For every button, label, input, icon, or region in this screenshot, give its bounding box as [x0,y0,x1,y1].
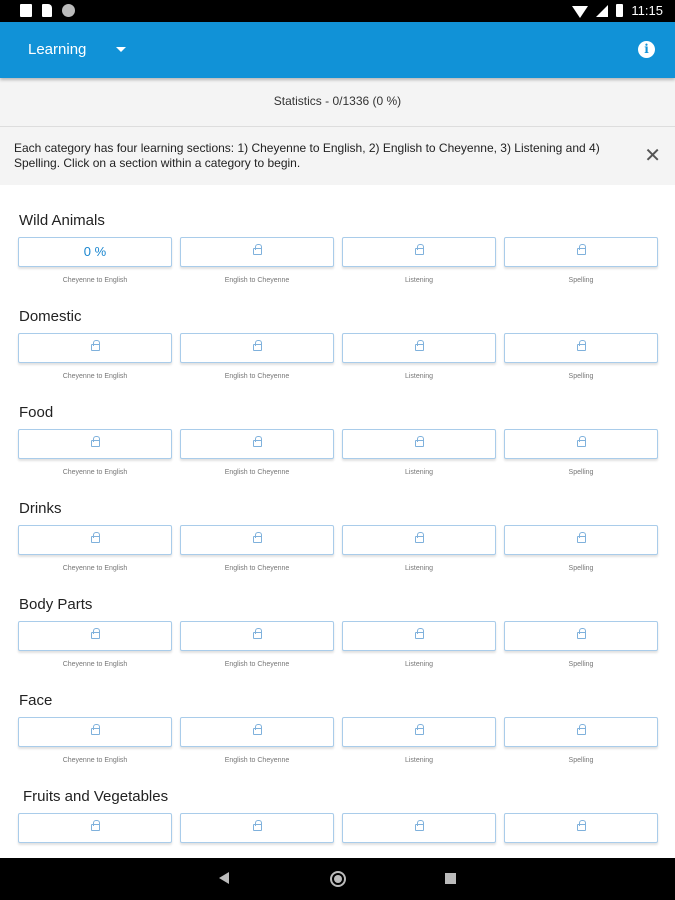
section-cheyenne-to-english [18,525,172,572]
category-title: Body Parts [19,596,93,613]
section-label: English to Cheyenne [224,565,290,572]
section-cheyenne-to-english [18,237,172,284]
section-button[interactable] [18,525,172,555]
instructions-banner [0,127,675,185]
lock-icon [415,248,424,255]
section-button[interactable] [18,621,172,651]
lock-icon [415,344,424,351]
section-button[interactable] [504,237,658,267]
category-title: Drinks [19,500,62,517]
category-fruits-and-vegetables [0,761,675,857]
section-label: Cheyenne to English [62,373,128,380]
category-title: Food [19,404,54,421]
section-label: Cheyenne to English [62,277,128,284]
section-label: Spelling [568,661,594,668]
section-row [18,813,658,853]
section-cheyenne-to-english [18,621,172,668]
section-spelling [504,525,658,572]
lock-icon [577,824,586,831]
section-label: English to Cheyenne [224,277,290,284]
dropdown-caret-icon[interactable] [116,47,126,52]
lock-icon [253,632,262,639]
section-button[interactable] [504,717,658,747]
lock-icon [253,344,262,351]
category-title: Fruits and Vegetables [23,788,169,805]
section-label: Spelling [568,469,594,476]
section-english-to-cheyenne [180,429,334,476]
section-label: Spelling [568,757,594,764]
section-spelling [504,429,658,476]
section-label: Spelling [568,373,594,380]
section-button[interactable] [180,525,334,555]
section-english-to-cheyenne [180,237,334,284]
recents-icon[interactable] [445,873,456,884]
lock-icon [577,632,586,639]
wifi-icon [572,6,588,18]
lock-icon [91,344,100,351]
section-listening [342,813,496,853]
section-label: English to Cheyenne [224,661,290,668]
progress-percent: 0 % [83,244,107,259]
lock-icon [577,248,586,255]
category-title: Face [19,692,53,709]
section-button[interactable] [180,621,334,651]
section-button[interactable] [342,429,496,459]
lock-icon [253,440,262,447]
section-label: Listening [404,661,434,668]
category-domestic [0,281,675,380]
category-food [0,377,675,476]
section-listening [342,333,496,380]
section-listening [342,237,496,284]
section-button[interactable] [180,813,334,843]
info-icon[interactable]: i [638,41,655,58]
category-drinks [0,473,675,572]
section-button[interactable] [180,333,334,363]
lock-icon [91,728,100,735]
sync-icon [62,4,75,17]
home-icon[interactable] [330,871,346,887]
category-body-parts [0,569,675,668]
section-label: Spelling [568,277,594,284]
section-button[interactable] [342,333,496,363]
section-label: Spelling [568,565,594,572]
section-label: Cheyenne to English [62,469,128,476]
lock-icon [253,536,262,543]
section-listening [342,525,496,572]
lock-icon [577,440,586,447]
category-wild-animals [0,185,675,284]
section-button[interactable] [342,237,496,267]
section-cheyenne-to-english [18,429,172,476]
section-spelling [504,237,658,284]
category-title: Domestic [19,308,82,325]
section-english-to-cheyenne [180,717,334,764]
close-icon[interactable]: ✕ [644,143,661,167]
app-bar [0,22,675,78]
section-button[interactable] [180,237,334,267]
section-spelling [504,333,658,380]
section-button[interactable] [180,717,334,747]
section-row [18,621,658,668]
system-icons [572,3,663,18]
lock-icon [577,728,586,735]
status-time: 11:15 [631,3,663,18]
section-english-to-cheyenne [180,621,334,668]
lock-icon [91,824,100,831]
lock-icon [415,440,424,447]
section-button[interactable] [504,621,658,651]
status-bar [0,0,675,22]
section-english-to-cheyenne [180,813,334,853]
section-button[interactable] [342,717,496,747]
section-button[interactable] [18,813,172,843]
section-listening [342,717,496,764]
section-label: Cheyenne to English [62,661,128,668]
section-button[interactable] [342,525,496,555]
lock-icon [577,536,586,543]
section-row [18,237,658,284]
lock-icon [415,824,424,831]
section-label: Listening [404,565,434,572]
section-label: English to Cheyenne [224,373,290,380]
lock-icon [415,728,424,735]
section-label: Cheyenne to English [62,757,128,764]
section-button[interactable] [504,813,658,843]
lock-icon [253,248,262,255]
section-label: Listening [404,373,434,380]
section-english-to-cheyenne [180,333,334,380]
section-button[interactable] [180,429,334,459]
section-button[interactable] [504,429,658,459]
section-label: Listening [404,757,434,764]
section-cheyenne-to-english [18,333,172,380]
section-listening [342,621,496,668]
app-title-dropdown[interactable]: Learning [28,41,87,58]
lock-icon [253,824,262,831]
lock-icon [415,632,424,639]
section-label: English to Cheyenne [224,469,290,476]
section-label: Listening [404,277,434,284]
section-cheyenne-to-english [18,813,172,853]
section-spelling [504,813,658,853]
statistics-text: Statistics - 0/1336 (0 %) [273,94,402,108]
battery-icon [616,4,623,17]
section-button[interactable] [18,237,172,267]
back-icon[interactable] [219,872,229,884]
lock-icon [91,632,100,639]
section-button[interactable] [18,717,172,747]
section-button[interactable] [504,333,658,363]
section-label: English to Cheyenne [224,757,290,764]
sd-card-icon [42,4,52,17]
lock-icon [253,728,262,735]
section-row [18,333,658,380]
notification-icons [20,4,75,17]
section-label: Cheyenne to English [62,565,128,572]
lock-icon [577,344,586,351]
section-button[interactable] [342,813,496,843]
category-title: Wild Animals [19,212,105,229]
section-button[interactable] [342,621,496,651]
section-spelling [504,717,658,764]
navigation-bar [0,858,675,900]
category-list[interactable] [0,185,675,858]
category-face [0,665,675,764]
section-spelling [504,621,658,668]
section-english-to-cheyenne [180,525,334,572]
lock-icon [91,440,100,447]
instructions-text: Each category has four learning sections: 1) Cheyenne to English, 2) English to Cheyenne, 3) Listening and 4) Spelling. Click on a section within a category to begin. [14,141,600,170]
section-label: Listening [404,469,434,476]
signal-icon [596,5,608,17]
section-button[interactable] [18,429,172,459]
lock-icon [415,536,424,543]
statistics-bar [0,78,675,126]
section-button[interactable] [18,333,172,363]
section-button[interactable] [504,525,658,555]
section-cheyenne-to-english [18,717,172,764]
section-row [18,717,658,764]
lock-icon [91,536,100,543]
section-row [18,429,658,476]
section-listening [342,429,496,476]
app-notification-icon [20,4,32,17]
section-row [18,525,658,572]
